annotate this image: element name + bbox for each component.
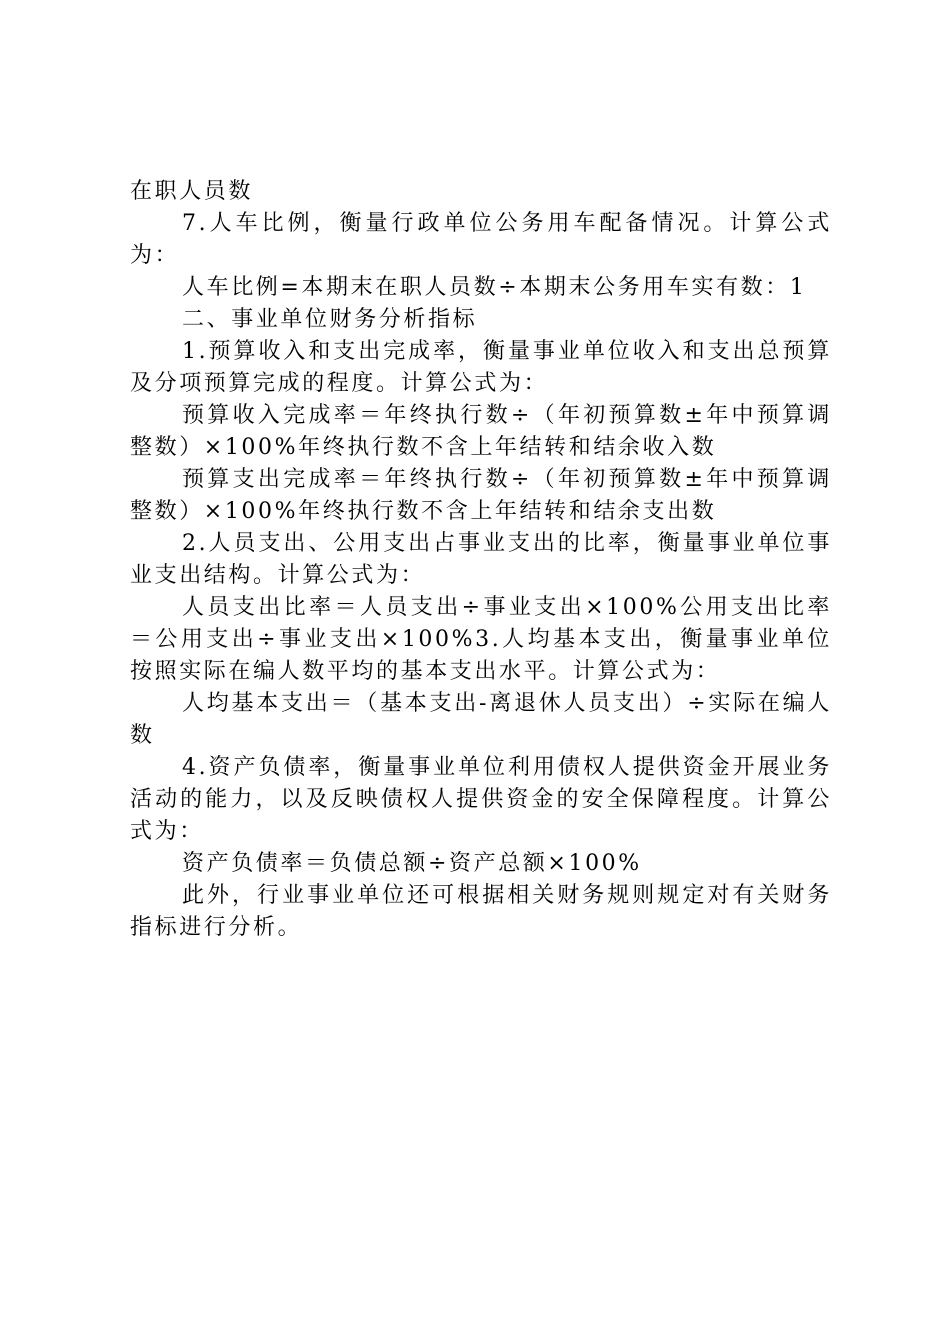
paragraph-continuation: 在职人员数: [130, 179, 254, 204]
paragraph-closing-note: 此外，行业事业单位还可根据相关财务规则规定对有关财务指标进行分析。: [130, 883, 832, 940]
section-heading-institution: 二、事业单位财务分析指标: [182, 307, 478, 332]
paragraph-expense-ratio: 2.人员支出、公用支出占事业支出的比率，衡量事业单位事业支出结构。计算公式为：: [130, 531, 832, 588]
formula-per-capita-expense: 人均基本支出＝（基本支出-离退休人员支出）÷实际在编人数: [130, 691, 832, 748]
formula-income-completion: 预算收入完成率＝年终执行数÷（年初预算数±年中预算调整数）×100%年终执行数不含上年结转和结余收入数: [130, 403, 832, 460]
formula-personnel-public-ratio: 人员支出比率＝人员支出÷事业支出×100%公用支出比率＝公用支出÷事业支出×100%3.人均基本支出，衡量事业单位按照实际在编人数平均的基本支出水平。计算公式为：: [130, 595, 832, 684]
formula-vehicle-ratio: 人车比例=本期末在职人员数÷本期末公务用车实有数：1: [182, 275, 807, 300]
formula-expense-completion: 预算支出完成率＝年终执行数÷（年初预算数±年中预算调整数）×100%年终执行数不含上年结转和结余支出数: [130, 467, 832, 524]
document-body: [130, 176, 832, 944]
paragraph-vehicle-ratio: 7.人车比例，衡量行政单位公务用车配备情况。计算公式为：: [130, 211, 832, 268]
formula-debt-ratio: 资产负债率＝负债总额÷资产总额×100%: [182, 851, 642, 876]
paragraph-debt-ratio: 4.资产负债率，衡量事业单位利用债权人提供资金开展业务活动的能力，以及反映债权人提供资金的安全保障程度。计算公式为：: [130, 755, 832, 844]
paragraph-budget-completion: 1.预算收入和支出完成率，衡量事业单位收入和支出总预算及分项预算完成的程度。计算公式为：: [130, 339, 832, 396]
